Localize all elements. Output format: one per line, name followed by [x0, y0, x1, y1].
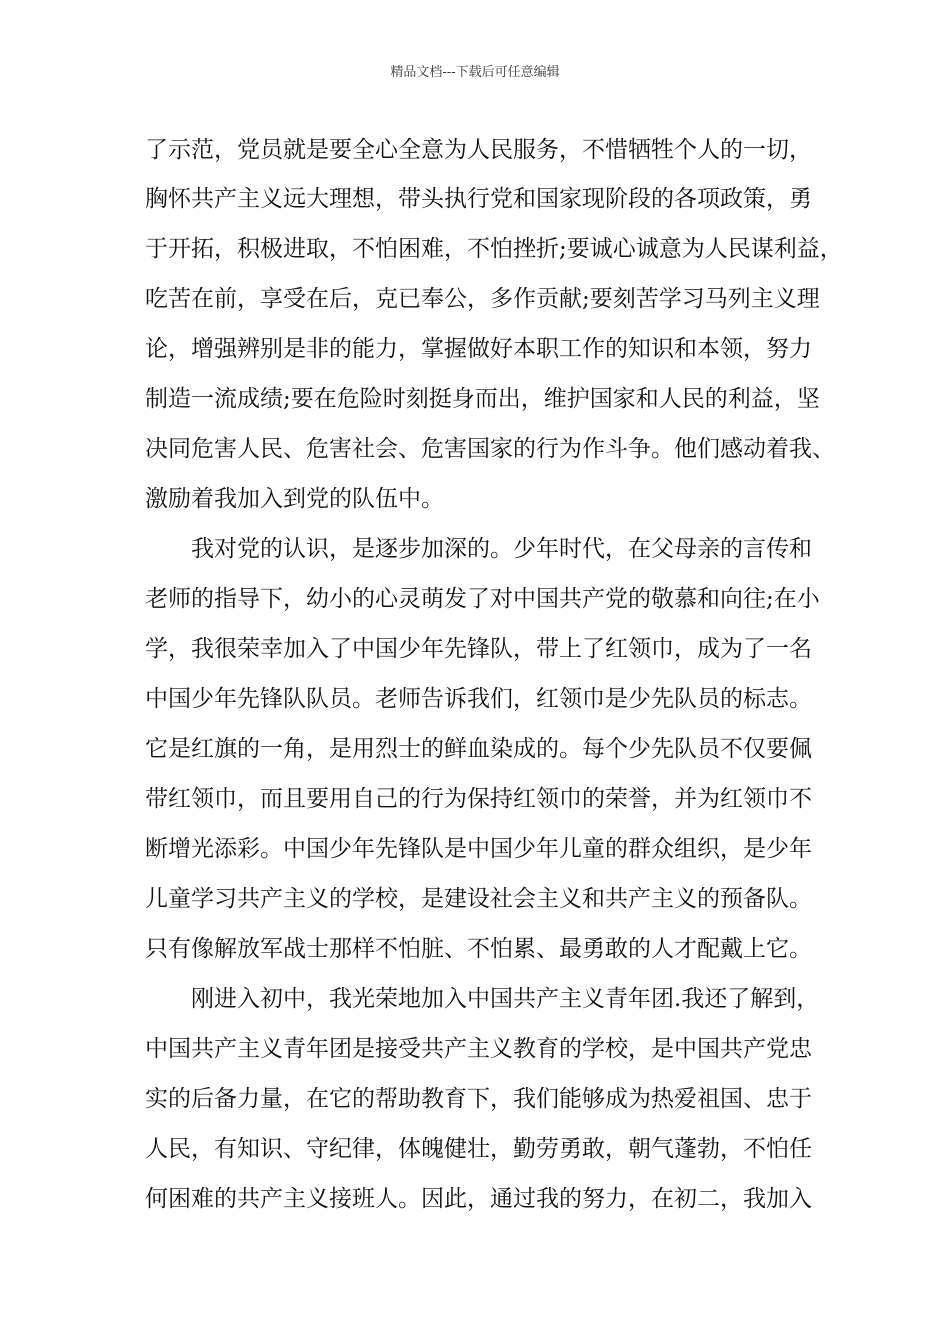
- paragraph-start-line: 刚进入初中，我光荣地加入中国共产主义青年团.我还了解到，: [191, 986, 820, 1012]
- text-line: 于开拓，积极进取，不怕困难，不怕挫折;要诚心诚意为人民谋利益，: [145, 236, 843, 262]
- text-line: 儿童学习共产主义的学校，是建设社会主义和共产主义的预备队。: [145, 886, 812, 912]
- text-line: 吃苦在前，享受在后，克已奉公，多作贡献;要刻苦学习马列主义理: [145, 286, 820, 312]
- text-line: 只有像解放军战士那样不怕脏、不怕累、最勇敢的人才配戴上它。: [145, 936, 812, 962]
- text-line: 学，我很荣幸加入了中国少年先锋队，带上了红领巾，成为了一名: [145, 636, 812, 662]
- text-line: 激励着我加入到党的队伍中。: [145, 486, 444, 512]
- text-line: 了示范，党员就是要全心全意为人民服务，不惜牺牲个人的一切，: [145, 137, 812, 163]
- page-header: 精品文档---下载后可任意编辑: [390, 65, 560, 80]
- text-line: 中国少年先锋队队员。老师告诉我们，红领巾是少先队员的标志。: [145, 686, 812, 712]
- text-line: 中国共产主义青年团是接受共产主义教育的学校，是中国共产党忠: [145, 1036, 812, 1062]
- text-line: 决同危害人民、危害社会、危害国家的行为作斗争。他们感动着我、: [145, 436, 835, 462]
- text-line: 它是红旗的一角，是用烈士的鲜血染成的。每个少先队员不仅要佩: [145, 736, 812, 762]
- text-line: 带红领巾，而且要用自己的行为保持红领巾的荣誉，并为红领巾不: [145, 786, 812, 812]
- text-line: 实的后备力量，在它的帮助教育下，我们能够成为热爱祖国、忠于: [145, 1086, 812, 1112]
- text-line: 老师的指导下，幼小的心灵萌发了对中国共产党的敬慕和向往;在小: [145, 586, 820, 612]
- text-line: 断增光添彩。中国少年先锋队是中国少年儿童的群众组织，是少年: [145, 836, 812, 862]
- paragraph-start-line: 我对党的认识，是逐步加深的。少年时代，在父母亲的言传和: [191, 536, 812, 562]
- text-line: 人民，有知识、守纪律，体魄健壮，勤劳勇敢，朝气蓬勃，不怕任: [145, 1136, 812, 1162]
- text-line: 制造一流成绩;要在危险时刻挺身而出，维护国家和人民的利益，坚: [145, 386, 820, 412]
- text-line: 胸怀共产主义远大理想，带头执行党和国家现阶段的各项政策，勇: [145, 186, 812, 212]
- text-line: 论，增强辨别是非的能力，掌握做好本职工作的知识和本领，努力: [145, 336, 812, 362]
- text-line: 何困难的共产主义接班人。因此，通过我的努力，在初二，我加入: [145, 1186, 812, 1212]
